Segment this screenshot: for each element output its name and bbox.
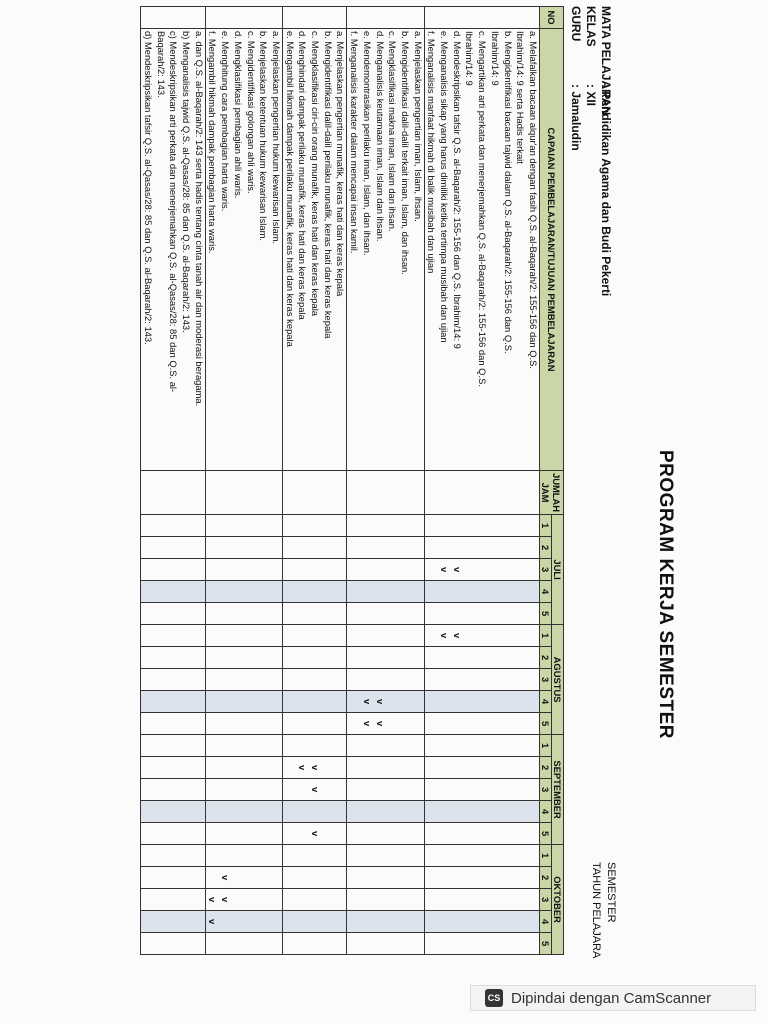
check-mark: v (310, 764, 322, 771)
week-cell (141, 691, 206, 713)
week-header: 1 (540, 845, 552, 867)
week-cell (141, 625, 206, 647)
week-cell (282, 757, 347, 779)
week-cell (347, 647, 424, 669)
hours-cell (347, 471, 424, 515)
document-header (568, 6, 613, 296)
week-cell (424, 933, 539, 955)
teacher-value: : Jamaludin (569, 84, 583, 151)
week-header: 1 (540, 735, 552, 757)
week-header: 4 (540, 911, 552, 933)
week-cell (205, 581, 282, 603)
hours-cell (205, 471, 282, 515)
week-cell (282, 713, 347, 735)
week-cell (205, 757, 282, 779)
program-table (140, 6, 564, 955)
row-number-cell (282, 7, 347, 29)
objective-line: a. dan Q.S. al-Baqarah/2: 143 serta hadis tentang cinta tanah air dan moderasi beragama. (193, 31, 205, 407)
week-header: 4 (540, 581, 552, 603)
col-jam-header: JUMLAH JAM (540, 471, 564, 515)
week-cell (424, 823, 539, 845)
hours-cell (141, 471, 206, 515)
week-cell (141, 647, 206, 669)
check-mark: v (207, 918, 219, 925)
week-cell (141, 823, 206, 845)
week-cell (205, 933, 282, 955)
camscanner-watermark (470, 985, 756, 1011)
semester-label: SEMESTER (605, 862, 617, 923)
class-row (583, 6, 598, 296)
objective-line: e. Menganalisis sikap yang harus dimiliki ketika tertimpa musibah dan ujian (439, 31, 451, 343)
week-cell (282, 867, 347, 889)
hours-cell (424, 471, 539, 515)
table-row (347, 7, 424, 955)
objective-line: f. Menganalisis karakter dalam mencapai insan kamil. (349, 31, 361, 254)
objective-line: c) Mendeskripsikan arti perkata dan menerjemahkan Q.S. al-Qasas/28: 85 dan Q.S. al- (168, 31, 180, 393)
week-cell (141, 933, 206, 955)
week-cell (141, 603, 206, 625)
week-cell (424, 647, 539, 669)
week-cell (141, 537, 206, 559)
week-header: 4 (540, 691, 552, 713)
week-cell (282, 537, 347, 559)
objectives-cell (424, 29, 539, 471)
teacher-label: GURU (569, 6, 583, 42)
check-mark: v (451, 632, 463, 639)
week-cell (141, 515, 206, 537)
week-cell (347, 911, 424, 933)
month-header: AGUSTUS (552, 625, 564, 735)
school-year-label: TAHUN PELAJARA (590, 862, 602, 959)
row-number-cell (205, 7, 282, 29)
week-cell (347, 845, 424, 867)
check-mark: v (220, 874, 232, 881)
objective-line: Ibrahim/14: 9 serta Hadis terkait (515, 31, 527, 164)
week-cell (141, 735, 206, 757)
week-cell (141, 911, 206, 933)
camscanner-logo-icon: CS (485, 989, 503, 1007)
check-mark: v (451, 566, 463, 573)
check-mark: v (374, 698, 386, 705)
week-cell (205, 559, 282, 581)
week-cell (347, 867, 424, 889)
objective-line: b. Menjelaskan ketentuan hukum kewarisan Islam. (258, 31, 270, 242)
week-cell (424, 691, 539, 713)
week-cell (347, 889, 424, 911)
week-cell (205, 537, 282, 559)
subject-row (598, 6, 613, 296)
objectives-cell (205, 29, 282, 471)
page-title: PROGRAM KERJA SEMESTER (655, 450, 676, 739)
objective-line: c. Mengklasifikasi makna iman, Islam dan ihsan. (387, 31, 399, 232)
week-cell (424, 889, 539, 911)
week-cell (347, 823, 424, 845)
objective-line: e. Mendemontrasikan perilaku iman, Islam, dan ihsan. (361, 31, 373, 256)
week-header: 3 (540, 889, 552, 911)
week-header: 4 (540, 801, 552, 823)
check-mark: v (220, 896, 232, 903)
week-cell (424, 735, 539, 757)
week-cell (424, 845, 539, 867)
objective-line: b. Mengidentifikasi bacaan tajwid dalam Q.S. al-Baqarah/2: 155-156 dan Q.S. (502, 31, 514, 354)
check-mark: v (361, 698, 373, 705)
week-cell (282, 823, 347, 845)
week-cell (205, 801, 282, 823)
objective-line: c. Mengidentifikasi golongan ahli waris. (245, 31, 257, 194)
week-header: 1 (540, 515, 552, 537)
check-mark: v (439, 566, 451, 573)
week-cell (282, 647, 347, 669)
table-row (424, 7, 539, 955)
week-cell (205, 515, 282, 537)
week-cell (347, 933, 424, 955)
week-header: 5 (540, 603, 552, 625)
week-cell (282, 845, 347, 867)
week-cell (205, 669, 282, 691)
check-mark: v (297, 764, 309, 771)
week-header: 5 (540, 933, 552, 955)
objective-line: Ibrahim/14: 9 (489, 31, 501, 86)
class-label: KELAS (584, 6, 598, 47)
week-cell (347, 625, 424, 647)
objective-line: e. Menghitung cara pembagian harta waris. (220, 31, 232, 212)
objectives-cell (141, 29, 206, 471)
objectives-cell (347, 29, 424, 471)
objective-line: Ibrahim/14: 9 (464, 31, 476, 86)
month-header: JULI (552, 515, 564, 625)
week-header: 5 (540, 713, 552, 735)
week-cell (141, 559, 206, 581)
objective-line: f. Menganalisis manfaat hikmah di balik musibah dan ujian (426, 31, 438, 274)
week-cell (141, 669, 206, 691)
week-cell (141, 757, 206, 779)
week-cell (205, 867, 282, 889)
week-cell (282, 669, 347, 691)
week-cell (347, 603, 424, 625)
objective-line: c. Mengklasifikasi ciri-ciri orang munafik, keras hati dan keras kepala (310, 31, 322, 317)
week-cell (205, 713, 282, 735)
week-cell (282, 515, 347, 537)
semester-info (588, 862, 618, 958)
week-cell (424, 867, 539, 889)
objective-line: a. Menjelaskan pengertian hukum kewarisan Islam. (270, 31, 282, 245)
week-cell (347, 757, 424, 779)
week-cell (347, 691, 424, 713)
objective-line: e. Mengambil hikmah dampak perilaku munafik, keras hati dan keras kepala (284, 31, 296, 347)
week-cell (205, 845, 282, 867)
objective-line: d. Menganalisis keutamaan iman, Islam dan ihsan. (374, 31, 386, 242)
week-cell (282, 559, 347, 581)
objective-line: Baqarah/2: 143. (155, 31, 167, 98)
col-cp-header: CAPAIAN PEMBELAJARAN/TUJUAN PEMBELAJARAN (540, 29, 564, 471)
subject-label: MATA PELAJARAN (599, 6, 613, 116)
week-cell (347, 581, 424, 603)
week-cell (347, 801, 424, 823)
week-cell (424, 779, 539, 801)
month-header: SEPTEMBER (552, 735, 564, 845)
row-number-cell (347, 7, 424, 29)
week-header: 3 (540, 779, 552, 801)
week-cell (205, 603, 282, 625)
week-cell (282, 691, 347, 713)
week-cell (282, 735, 347, 757)
check-mark: v (374, 720, 386, 727)
week-cell (424, 603, 539, 625)
hours-cell (282, 471, 347, 515)
check-mark: v (439, 632, 451, 639)
objectives-cell (282, 29, 347, 471)
table-row (282, 7, 347, 955)
week-header: 2 (540, 867, 552, 889)
week-cell (347, 669, 424, 691)
objective-line: a. Menjelaskan pengertian iman, Islam, ihsan. (412, 31, 424, 222)
check-mark: v (310, 786, 322, 793)
week-cell (282, 779, 347, 801)
week-cell (424, 581, 539, 603)
teacher-row (568, 6, 583, 296)
col-no-header: NO (540, 7, 564, 29)
week-cell (205, 911, 282, 933)
objective-line: c. Mengartikan arti perkata dan menerjemahkan Q.S. al-Baqarah/2: 155-156 dan Q.S. (477, 31, 489, 387)
objective-line: d. Mendeskripsikan tafsir Q.S. al-Baqarah/2: 155-156 dan Q.S. Ibrahim/14: 9 (451, 31, 463, 349)
week-header: 2 (540, 537, 552, 559)
objective-line: d. Mengklasifikasi pembagian ahli waris. (232, 31, 244, 199)
week-cell (205, 647, 282, 669)
week-cell (205, 779, 282, 801)
week-cell (424, 801, 539, 823)
week-cell (347, 559, 424, 581)
week-cell (424, 537, 539, 559)
week-cell (424, 669, 539, 691)
week-cell (424, 757, 539, 779)
week-cell (205, 889, 282, 911)
week-header: 2 (540, 757, 552, 779)
week-cell (205, 735, 282, 757)
week-cell (347, 515, 424, 537)
week-header: 2 (540, 647, 552, 669)
check-mark: v (310, 830, 322, 837)
week-cell (282, 625, 347, 647)
week-cell (141, 713, 206, 735)
week-cell (347, 713, 424, 735)
objective-line: f. Mengambil hikmah dampak pembagian harta waris. (207, 31, 219, 254)
week-cell (424, 625, 539, 647)
table-row (141, 7, 206, 955)
row-number-cell (141, 7, 206, 29)
week-header: 3 (540, 559, 552, 581)
week-cell (282, 933, 347, 955)
check-mark: v (361, 720, 373, 727)
week-cell (141, 581, 206, 603)
month-header: OKTOBER (552, 845, 564, 955)
objective-line: a. Menjelaskan pengertian munafik, keras hati dan keras kepala (335, 31, 347, 297)
week-cell (141, 889, 206, 911)
week-header: 1 (540, 625, 552, 647)
objective-line: b) Menganalisis tajwid Q.S. al-Qasas/28: 85 dan Q.S. al-Baqarah/2: 143. (181, 31, 193, 333)
week-cell (205, 691, 282, 713)
week-header: 3 (540, 669, 552, 691)
objective-line: b. Mengidentifikasi dalil-dalil perilaku munafik, keras hati dan keras kepala (322, 31, 334, 339)
week-cell (282, 889, 347, 911)
objective-line: d) Mendeskripsikan tafsir Q.S. al-Qasas/28: 85 dan Q.S. al-Baqarah/2: 143. (142, 31, 154, 345)
week-cell (347, 779, 424, 801)
week-cell (282, 581, 347, 603)
objective-line: b. Mengidentifikasi dalil-dalil terkait iman, Islam, dan ihsan. (399, 31, 411, 275)
week-cell (424, 911, 539, 933)
week-cell (424, 713, 539, 735)
week-cell (347, 735, 424, 757)
objective-line: d. Menghindari dampak perilaku munafik, keras hati dan keras kepala (297, 31, 309, 320)
week-cell (347, 537, 424, 559)
week-cell (282, 603, 347, 625)
week-cell (205, 625, 282, 647)
week-cell (141, 779, 206, 801)
week-cell (282, 911, 347, 933)
week-header: 5 (540, 823, 552, 845)
watermark-text: Dipindai dengan CamScanner (511, 989, 712, 1007)
week-cell (205, 823, 282, 845)
row-number-cell (424, 7, 539, 29)
objective-line: a. Melafalkan bacaan alqur'an dengan fasih Q.S. al-Baqarah/2: 155-156 dan Q.S. (528, 31, 539, 369)
week-cell (141, 801, 206, 823)
week-cell (282, 801, 347, 823)
subject-value: : Pendidikan Agama dan Budi Pekerti (599, 84, 613, 297)
week-cell (141, 845, 206, 867)
week-cell (424, 559, 539, 581)
check-mark: v (207, 896, 219, 903)
table-row (205, 7, 282, 955)
week-cell (141, 867, 206, 889)
class-value: : XII (584, 84, 598, 107)
week-cell (424, 515, 539, 537)
